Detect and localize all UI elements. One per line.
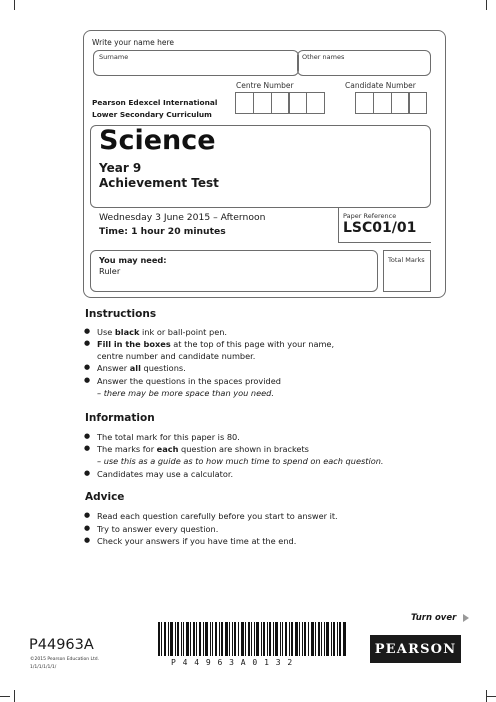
advice-item: ● Read each question carefully before you start to answer it.	[97, 511, 338, 521]
may-need-value: Ruler	[99, 266, 121, 276]
test-name: Achievement Test	[99, 176, 219, 190]
crop-mark-bottom-right-h	[486, 696, 496, 697]
subject-title: Science	[99, 125, 216, 156]
paper-ref-underline	[338, 242, 431, 243]
may-need-box	[90, 250, 378, 292]
candidate-number-cell[interactable]	[355, 92, 374, 114]
instruction-item-note: – there may be more space than you need.	[97, 388, 274, 398]
may-need-label: You may need:	[99, 255, 167, 265]
surname-label: Surname	[99, 53, 129, 61]
turn-over-arrow-icon	[463, 614, 469, 622]
information-item: ● The marks for each question are shown in brackets	[97, 444, 309, 454]
instructions-heading: Instructions	[85, 308, 157, 320]
information-item: ● The total mark for this paper is 80.	[97, 432, 240, 442]
centre-number-cell[interactable]	[235, 92, 254, 114]
other-names-label: Other names	[302, 53, 345, 61]
institution-line-2: Lower Secondary Curriculum	[92, 110, 212, 119]
candidate-number-cell[interactable]	[391, 92, 410, 114]
candidate-number-label: Candidate Number	[345, 81, 416, 90]
instruction-item: ● Fill in the boxes at the top of this page with your name,	[97, 339, 334, 349]
barcode-image	[158, 622, 346, 656]
candidate-number-cell[interactable]	[408, 92, 427, 114]
candidate-number-cell[interactable]	[373, 92, 392, 114]
year-label: Year 9	[99, 161, 142, 175]
advice-item: ● Check your answers if you have time at the end.	[97, 536, 296, 546]
instruction-item-cont: centre number and candidate number.	[97, 351, 256, 361]
institution-block	[92, 97, 217, 121]
candidate-number-boxes[interactable]	[355, 92, 426, 114]
centre-number-label: Centre Number	[236, 81, 294, 90]
crop-mark-bottom-left-h	[0, 696, 10, 697]
paper-ref-divider	[338, 208, 339, 242]
total-marks-box	[383, 250, 431, 292]
pearson-logo: PEARSON	[370, 635, 461, 663]
information-item-note: – use this as a guide as to how much time to spend on each question.	[97, 456, 384, 466]
instruction-item: ● Answer all questions.	[97, 363, 186, 373]
paper-reference: LSC01/01	[343, 220, 417, 236]
advice-heading: Advice	[85, 491, 125, 503]
print-code: 1/1/1/1/1/1/	[30, 665, 57, 670]
crop-mark-top-left	[14, 0, 15, 10]
exam-time: Time: 1 hour 20 minutes	[99, 226, 226, 237]
turn-over-label: Turn over	[411, 613, 469, 623]
advice-item: ● Try to answer every question.	[97, 524, 218, 534]
centre-number-cell[interactable]	[306, 92, 325, 114]
information-heading: Information	[85, 412, 155, 424]
surname-field[interactable]	[93, 50, 299, 76]
crop-mark-bottom-left	[14, 690, 15, 702]
information-item: ● Candidates may use a calculator.	[97, 469, 233, 479]
instruction-item: ● Use black ink or ball-point pen.	[97, 327, 227, 337]
write-name-label: Write your name here	[92, 38, 174, 47]
paper-code: P44963A	[29, 637, 94, 653]
instruction-item: ● Answer the questions in the spaces provided	[97, 376, 281, 386]
total-marks-label: Total Marks	[388, 256, 425, 264]
centre-number-cell[interactable]	[271, 92, 290, 114]
centre-number-boxes[interactable]	[235, 92, 324, 114]
copyright-note: ©2015 Pearson Education Ltd.	[30, 657, 100, 662]
centre-number-cell[interactable]	[288, 92, 307, 114]
crop-mark-top-right	[486, 0, 487, 10]
exam-date: Wednesday 3 June 2015 – Afternoon	[99, 212, 266, 223]
barcode-text: P 4 4 9 6 3 A 0 1 3 2	[171, 658, 294, 667]
paper-ref-label: Paper Reference	[343, 212, 397, 220]
institution-line-1: Pearson Edexcel International	[92, 98, 218, 107]
centre-number-cell[interactable]	[253, 92, 272, 114]
other-names-field[interactable]	[297, 50, 431, 76]
